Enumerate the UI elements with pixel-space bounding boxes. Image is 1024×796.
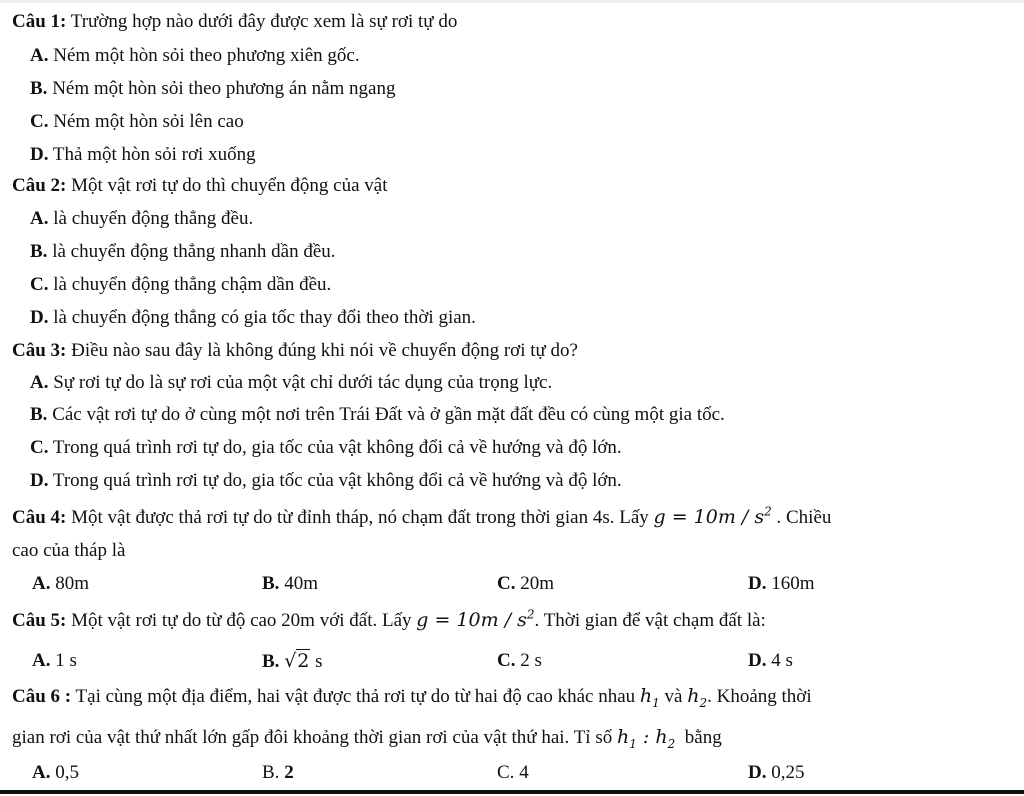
- option-letter: D.: [30, 144, 49, 165]
- question-label: Câu 1:: [12, 11, 67, 32]
- top-border: [0, 0, 1024, 3]
- option-text: là chuyển động thẳng chậm dần đều.: [53, 274, 332, 295]
- ratio-formula: [616, 726, 676, 751]
- option-text: là chuyển động thẳng đều.: [53, 208, 254, 229]
- gravity-formula: [654, 506, 772, 528]
- option-3b: [30, 403, 725, 427]
- option-text: Thả một hòn sỏi rơi xuống: [52, 144, 256, 165]
- gravity-formula: [416, 609, 534, 631]
- question-6-line2: [12, 725, 722, 750]
- formula-text: g = 10m / s: [653, 506, 765, 528]
- option-letter: C.: [30, 274, 49, 295]
- option-2d: [30, 306, 476, 330]
- option-letter: A.: [32, 650, 51, 671]
- question-label: Câu 4:: [12, 507, 67, 528]
- question-2: [12, 174, 388, 198]
- option-letter: C.: [497, 650, 516, 671]
- option-text: 20m: [520, 573, 555, 594]
- option-letter: D.: [748, 573, 767, 594]
- option-3d: [30, 469, 622, 493]
- question-label: Câu 2:: [12, 175, 67, 196]
- conjunction: và: [664, 686, 683, 707]
- option-letter: B.: [30, 78, 48, 99]
- option-text: 2 s: [520, 650, 542, 671]
- option-text: 0,5: [55, 762, 79, 783]
- question-5: [12, 608, 766, 633]
- option-letter: D.: [748, 762, 767, 783]
- question-text: Một vật rơi tự do thì chuyển động của vật: [71, 175, 388, 196]
- option-2b: [30, 240, 336, 264]
- option-text: Các vật rơi tự do ở cùng một nơi trên Trái Đất và ở gần mặt đất đều có cùng một gia tốc.: [52, 404, 725, 425]
- option-letter: C.: [30, 437, 49, 458]
- option-text: Ném một hòn sỏi lên cao: [53, 111, 244, 132]
- option-text: Trong quá trình rơi tự do, gia tốc của vật không đổi cả về hướng và độ lớn.: [52, 437, 622, 458]
- option-text: 1 s: [55, 650, 77, 671]
- h-subscript: 1: [652, 695, 660, 710]
- option-5c: [497, 649, 542, 673]
- option-text: 4 s: [771, 650, 793, 671]
- question-text-cont: . Chiều: [776, 507, 832, 528]
- option-text: 2: [284, 762, 294, 783]
- option-1d: [30, 143, 256, 167]
- option-text: là chuyển động thẳng nhanh dần đều.: [52, 241, 336, 262]
- option-text: Sự rơi tự do là sự rơi của một vật chỉ dưới tác dụng của trọng lực.: [53, 372, 553, 393]
- option-letter: A.: [30, 208, 49, 229]
- option-letter: B.: [262, 762, 280, 783]
- option-letter: B.: [262, 651, 280, 672]
- question-label: Câu 5:: [12, 610, 67, 631]
- option-text: Ném một hòn sỏi theo phương án nằm ngang: [52, 78, 396, 99]
- option-text: Ném một hòn sỏi theo phương xiên gốc.: [53, 45, 360, 66]
- question-text-cont: . Khoảng thời: [707, 686, 812, 707]
- question-text: Tại cùng một địa điểm, hai vật được thả rơi tự do từ hai độ cao khác nhau: [75, 686, 636, 707]
- h-subscript: 2: [667, 736, 676, 751]
- formula-exponent: 2: [526, 607, 535, 622]
- option-6b: [262, 761, 294, 785]
- question-text: Điều nào sau đây là không đúng khi nói về chuyển động rơi tự do?: [71, 340, 578, 361]
- h-symbol: h: [616, 726, 630, 748]
- option-4c: [497, 572, 554, 596]
- option-text: 160m: [771, 573, 815, 594]
- option-1a: [30, 44, 360, 68]
- option-letter: A.: [30, 372, 49, 393]
- option-letter: A.: [30, 45, 49, 66]
- option-5d: [748, 649, 793, 673]
- formula-exponent: 2: [764, 504, 772, 519]
- height-h2: [687, 685, 708, 710]
- option-letter: B.: [30, 404, 48, 425]
- option-letter: A.: [32, 573, 51, 594]
- question-text-cont: bằng: [684, 727, 722, 748]
- ratio-separator: :: [642, 726, 650, 748]
- question-label: Câu 6 :: [12, 686, 72, 707]
- option-2c: [30, 273, 331, 297]
- question-text: Một vật rơi tự do từ độ cao 20m với đất. Lấy: [71, 610, 412, 631]
- question-3: [12, 339, 578, 363]
- option-text: 40m: [284, 573, 318, 594]
- h-subscript: 1: [629, 736, 637, 751]
- height-h1: [639, 685, 660, 710]
- option-text: 0,25: [771, 762, 805, 783]
- h-subscript: 2: [699, 695, 708, 710]
- option-3c: [30, 436, 622, 460]
- option-1b: [30, 77, 396, 101]
- option-letter: D.: [30, 307, 49, 328]
- option-4a: [32, 572, 89, 596]
- option-6c: [497, 761, 529, 785]
- question-text: cao của tháp là: [12, 540, 126, 561]
- question-text: Một vật được thả rơi tự do từ đỉnh tháp, nó chạm đất trong thời gian 4s. Lấy: [71, 507, 649, 528]
- option-2a: [30, 207, 253, 231]
- question-4-line2: [12, 539, 125, 563]
- option-text: là chuyển động thẳng có gia tốc thay đổi theo thời gian.: [53, 307, 476, 328]
- option-text: 80m: [55, 573, 90, 594]
- option-6d: [748, 761, 804, 785]
- option-text: 4: [519, 762, 529, 783]
- sqrt-symbol: √2: [284, 650, 310, 672]
- question-6: [12, 684, 812, 709]
- option-6a: [32, 761, 79, 785]
- bottom-border: [0, 790, 1024, 794]
- question-label: Câu 3:: [12, 340, 67, 361]
- option-5b: [262, 649, 323, 674]
- h-symbol: h: [687, 685, 700, 707]
- question-1: [12, 10, 457, 34]
- question-text: Trường hợp nào dưới đây được xem là sự rơi tự do: [70, 11, 458, 32]
- sqrt-radicand: 2: [297, 650, 310, 672]
- option-letter: B.: [262, 573, 280, 594]
- option-3a: [30, 371, 552, 395]
- option-letter: D.: [30, 470, 49, 491]
- option-letter: C.: [497, 762, 515, 783]
- h-symbol: h: [639, 685, 653, 707]
- option-4d: [748, 572, 815, 596]
- h-symbol: h: [655, 726, 668, 748]
- option-letter: B.: [30, 241, 48, 262]
- option-letter: D.: [748, 650, 767, 671]
- option-letter: C.: [497, 573, 516, 594]
- option-text: Trong quá trình rơi tự do, gia tốc của vật không đổi cả về hướng và độ lớn.: [52, 470, 622, 491]
- option-1c: [30, 110, 244, 134]
- option-5a: [32, 649, 77, 673]
- question-text-cont: . Thời gian để vật chạm đất là:: [534, 610, 766, 631]
- formula-text: g = 10m / s: [416, 609, 527, 631]
- option-text: s: [315, 651, 323, 672]
- question-4: [12, 505, 831, 530]
- option-letter: A.: [32, 762, 51, 783]
- option-4b: [262, 572, 318, 596]
- question-text: gian rơi của vật thứ nhất lớn gấp đôi khoảng thời gian rơi của vật thứ hai. Tỉ số: [12, 727, 613, 748]
- option-letter: C.: [30, 111, 49, 132]
